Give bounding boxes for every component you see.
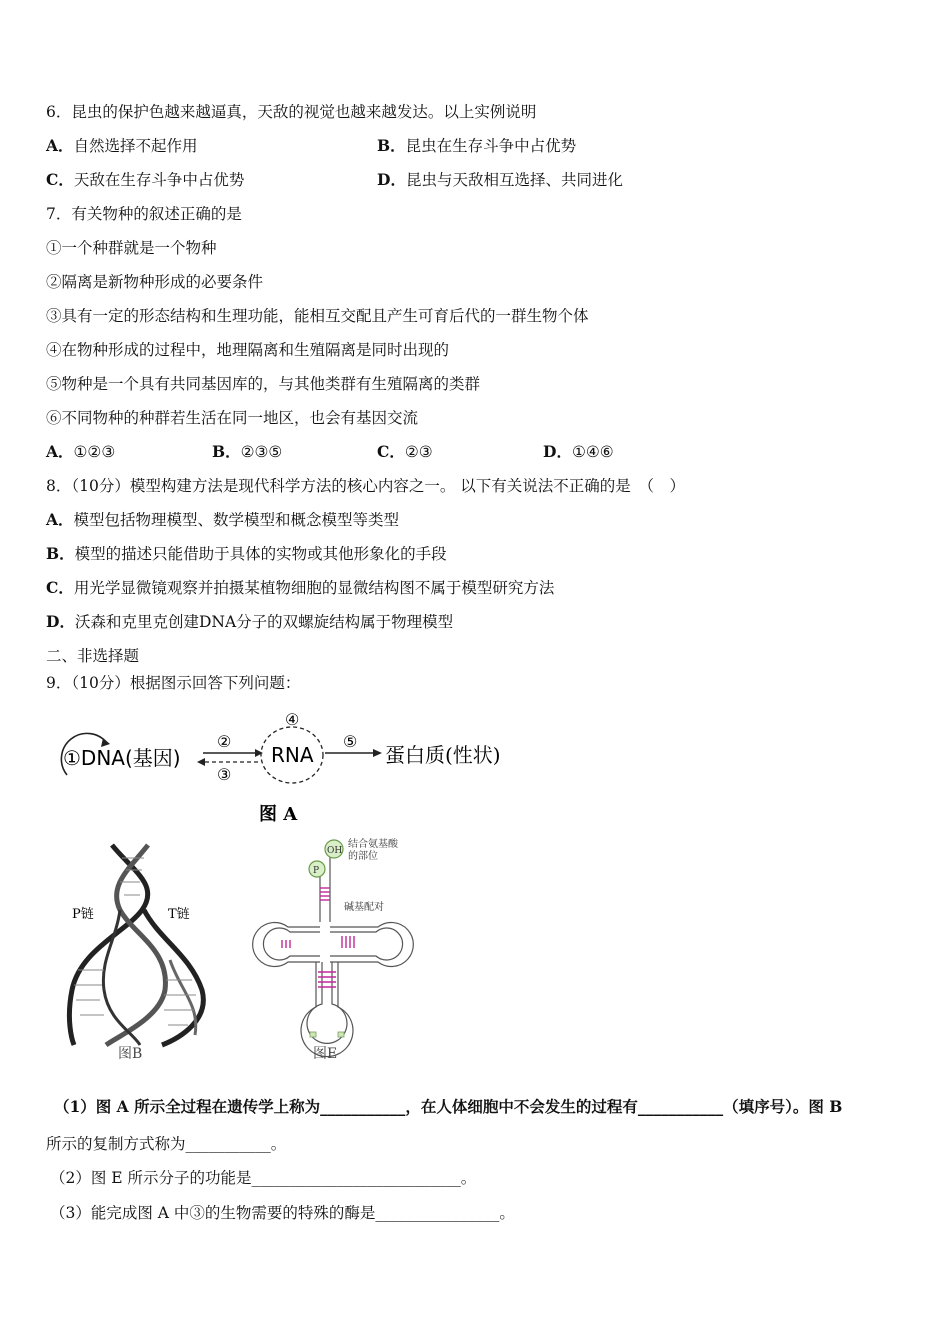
rna-label: RNA [271, 743, 314, 767]
arrow-2-label: ② [217, 732, 232, 751]
q6-option-d: D．昆虫与天敌相互选择、共同进化 [377, 170, 623, 189]
q7-item: ①一个种群就是一个物种 [46, 239, 217, 257]
arrow-3-label: ③ [217, 765, 232, 784]
p-chain-label: P链 [72, 907, 94, 922]
q7-item: ④在物种形成的过程中，地理隔离和生殖隔离是同时出现的 [46, 341, 450, 359]
figure-b-caption: 图B [118, 1046, 143, 1062]
q6-option-c: C．天敌在生存斗争中占优势 [46, 170, 245, 189]
q7-item: ⑥不同物种的种群若生活在同一地区，也会有基因交流 [46, 409, 419, 427]
dna-label: ①DNA(基因) [63, 746, 181, 770]
q7-stem: 7．有关物种的叙述正确的是 [46, 205, 242, 223]
q6-option-a: A．自然选择不起作用 [46, 136, 198, 155]
q7-option-a: A．①②③ [46, 442, 116, 461]
q8-option-b: B．模型的描述只能借助于具体的实物或其他形象化的手段 [46, 544, 447, 563]
q6-option-b: B．昆虫在生存斗争中占优势 [377, 136, 577, 155]
q7-item: ⑤物种是一个具有共同基因库的，与其他类群有生殖隔离的类群 [46, 375, 481, 393]
t-chain-label: T链 [168, 907, 190, 922]
figure-a-caption: 图 A [259, 804, 298, 825]
oh-label: OH [327, 846, 343, 856]
arrow-5-label: ⑤ [343, 732, 358, 751]
q9-stem: 9．（10分）根据图示回答下列问题： [46, 674, 301, 692]
q7-item: ③具有一定的形态结构和生理功能，能相互交配且产生可育后代的一群生物个体 [46, 307, 589, 325]
q8-option-c: C．用光学显微镜观察并拍摄某植物细胞的显微结构图不属于模型研究方法 [46, 578, 555, 597]
amino-acid-site-label-2: 的部位 [348, 851, 378, 862]
q7-option-d: D．①④⑥ [543, 442, 614, 461]
section-heading: 二、非选择题 [46, 647, 140, 665]
q9-sub2: （2）图 E 所示分子的功能是___________________________。 [50, 1169, 477, 1187]
q9-sub1-line2: 所示的复制方式称为___________。 [46, 1135, 287, 1153]
q7-item: ②隔离是新物种形成的必要条件 [46, 273, 264, 291]
q9-sub1-line1: （1）图 A 所示全过程在遗传学上称为___________，在人体细胞中不会发生的过程有___________（填序号）。图 B [54, 1097, 843, 1116]
protein-label: 蛋白质(性状) [385, 743, 501, 767]
amino-acid-site-label: 结合氨基酸 [348, 839, 398, 850]
q7-option-c: C．②③ [377, 442, 433, 461]
q6-stem: 6．昆虫的保护色越来越逼真，天敌的视觉也越来越发达。以上实例说明 [46, 103, 537, 121]
q9-sub3: （3）能完成图 A 中③的生物需要的特殊的酶是________________。 [50, 1204, 515, 1222]
q8-option-a: A．模型包括物理模型、数学模型和概念模型等类型 [46, 510, 400, 529]
q8-option-d: D．沃森和克里克创建DNA分子的双螺旋结构属于物理模型 [46, 612, 454, 631]
arrow-4-label: ④ [285, 710, 300, 729]
figure-b-dna-replication [60, 840, 220, 1065]
q8-stem: 8．（10分）模型构建方法是现代科学方法的核心内容之一。 以下有关说法不正确的是 （ ） [46, 477, 686, 495]
base-pairing-label: 碱基配对 [344, 902, 384, 913]
figure-e-caption: 图E [313, 1046, 338, 1062]
q7-option-b: B．②③⑤ [212, 442, 283, 461]
figure-a-central-dogma [55, 705, 545, 835]
figure-e-trna [238, 832, 438, 1067]
p-label: P [313, 866, 320, 876]
